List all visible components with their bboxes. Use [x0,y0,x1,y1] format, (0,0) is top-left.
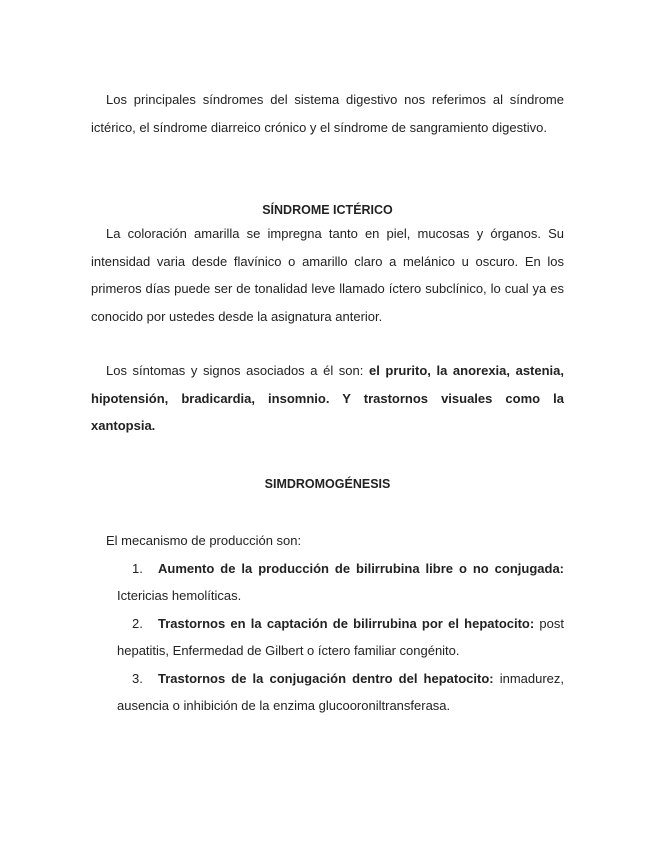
item-heading: Trastornos de la conjugación dentro del hepatocito: [158,670,494,686]
intro-paragraph: Los principales síndromes del sistema digestivo nos referimos al síndrome ictérico, el síndrome diarreico crónico y el síndrome de sangramiento digestivo. [91,92,564,135]
item-text: Ictericias hemolíticas. [117,588,242,603]
list-item [91,555,564,610]
mechanism-lead: El mecanismo de producción son: [106,533,302,548]
item-number: 2. [132,615,143,631]
mechanism-list [91,555,564,720]
section-sindromogenesis [91,474,564,720]
item-number: 3. [132,670,143,686]
section-title-sindromogenesis: SIMDROMOGÉNESIS [264,477,391,491]
symptoms-lead: Los síntomas y signos asociados a él son: [106,363,369,378]
item-text: inmadurez, ausencia o inhibición de la enzima glucooroniltransferasa. [117,670,565,713]
item-number: 1. [132,560,143,576]
intro-block [91,86,564,141]
icterico-paragraph: La coloración amarilla se impregna tanto en piel, mucosas y órganos. Su intensidad varia desde flavínico o amarillo claro a melánico u oscuro. En los primeros días puede ser de tonalidad leve llamado íctero subclínico, lo cual ya es conocido por ustedes desde la asignatura anterior. [91,226,564,324]
item-heading: Trastornos en la captación de bilirrubina por el hepatocito: [158,615,535,631]
list-item [91,665,564,720]
symptoms-paragraph [91,357,564,440]
item-text: post hepatitis, Enfermedad de Gilbert o íctero familiar congénito. [117,615,564,658]
item-heading: Aumento de la producción de bilirrubina libre o no conjugada: [158,560,564,576]
section-title-icterico: SÍNDROME ICTÉRICO [262,203,393,217]
symptoms-list: el prurito, la anorexia, astenia, hipotensión, bradicardia, insomnio. Y trastornos visuales como la xantopsia. [91,363,565,433]
list-item [91,610,564,665]
section-icterico [91,200,564,440]
